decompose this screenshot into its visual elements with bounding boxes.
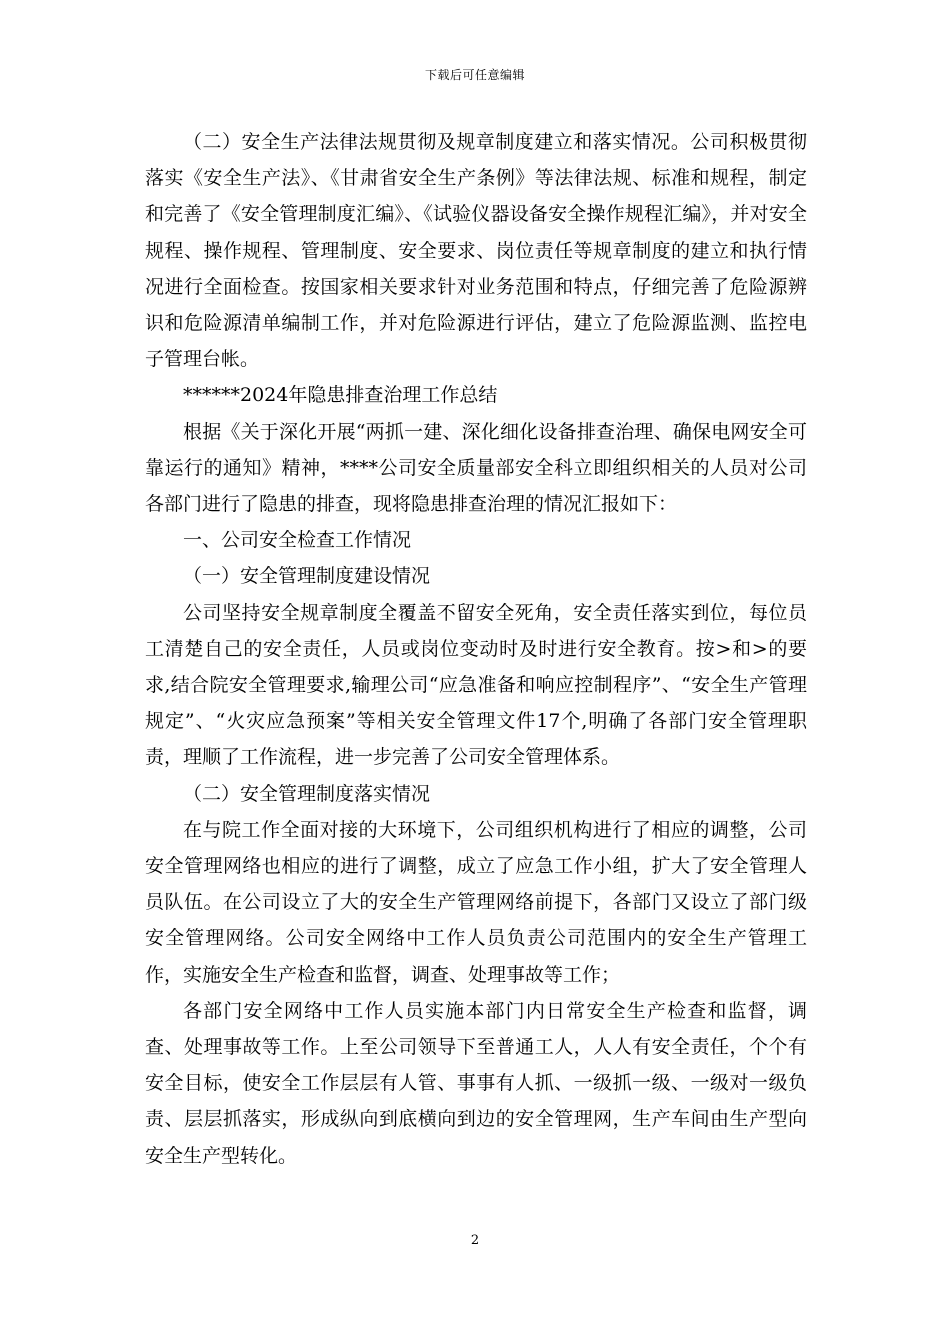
document-body [145, 124, 807, 1174]
page-header: 下载后可任意编辑 [424, 68, 525, 82]
page-number: 2 [470, 1233, 480, 1248]
subheading-system-construction: （一）安全管理制度建设情况 [183, 565, 431, 588]
paragraph-organization-adjustment: 在与院工作全面对接的大环境下，公司组织机构进行了相应的调整，公司安全管理网络也相应的进行了调整，成立了应急工作小组，扩大了安全管理人员队伍。在公司设立了大的安全生产管理网络前提下，各部门又设立了部门级安全管理网络。公司安全网络中工作人员负责公司范围内的安全生产管理工作，实施安全生产检查和监督，调查、处理事故等工作； [145, 818, 807, 986]
paragraph-department-network: 各部门安全网络中工作人员实施本部门内日常安全生产检查和监督，调查、处理事故等工作。上至公司领导下至普通工人，人人有安全责任，个个有安全目标，使安全工作层层有人管、事事有人抓、一级抓一级、一级对一级负责、层层抓落实，形成纵向到底横向到边的安全管理网，生产车间由生产型向安全生产型转化。 [145, 999, 807, 1167]
paragraph-system-construction: 公司坚持安全规章制度全覆盖不留安全死角，安全责任落实到位，每位员工清楚自己的安全责任，人员或岗位变动时及时进行安全教育。按>和>的要求,结合院安全管理要求,输理公司“应急准备和响应控制程序”、“安全生产管理规定”、“火灾应急预案”等相关安全管理文件17个,明确了各部门安全管理职责，理顺了工作流程，进一步完善了公司安全管理体系。 [145, 601, 807, 769]
subheading-system-implementation: （二）安全管理制度落实情况 [183, 782, 431, 805]
section-title-hazard-summary: ******2024年隐患排查治理工作总结 [183, 384, 498, 407]
heading-safety-inspection: 一、公司安全检查工作情况 [183, 529, 412, 552]
paragraph-safety-law-implementation: （二）安全生产法律法规贯彻及规章制度建立和落实情况。公司积极贯彻落实《安全生产法》、《甘肃省安全生产条例》等法律法规、标准和规程，制定和完善了《安全管理制度汇编》、《试验仪器设备安全操作规程汇编》，并对安全规程、操作规程、管理制度、安全要求、岗位责任等规章制度的建立和执行情况进行全面检查。按国家相关要求针对业务范围和特点，仔细完善了危险源辨识和危险源清单编制工作，并对危险源进行评估，建立了危险源监测、监控电子管理台帐。 [145, 131, 807, 371]
paragraph-intro: 根据《关于深化开展“两抓一建、深化细化设备排查治理、确保电网安全可靠运行的通知》精神，****公司安全质量部安全科立即组织相关的人员对公司各部门进行了隐患的排查，现将隐患排查治理的情况汇报如下： [145, 420, 807, 516]
